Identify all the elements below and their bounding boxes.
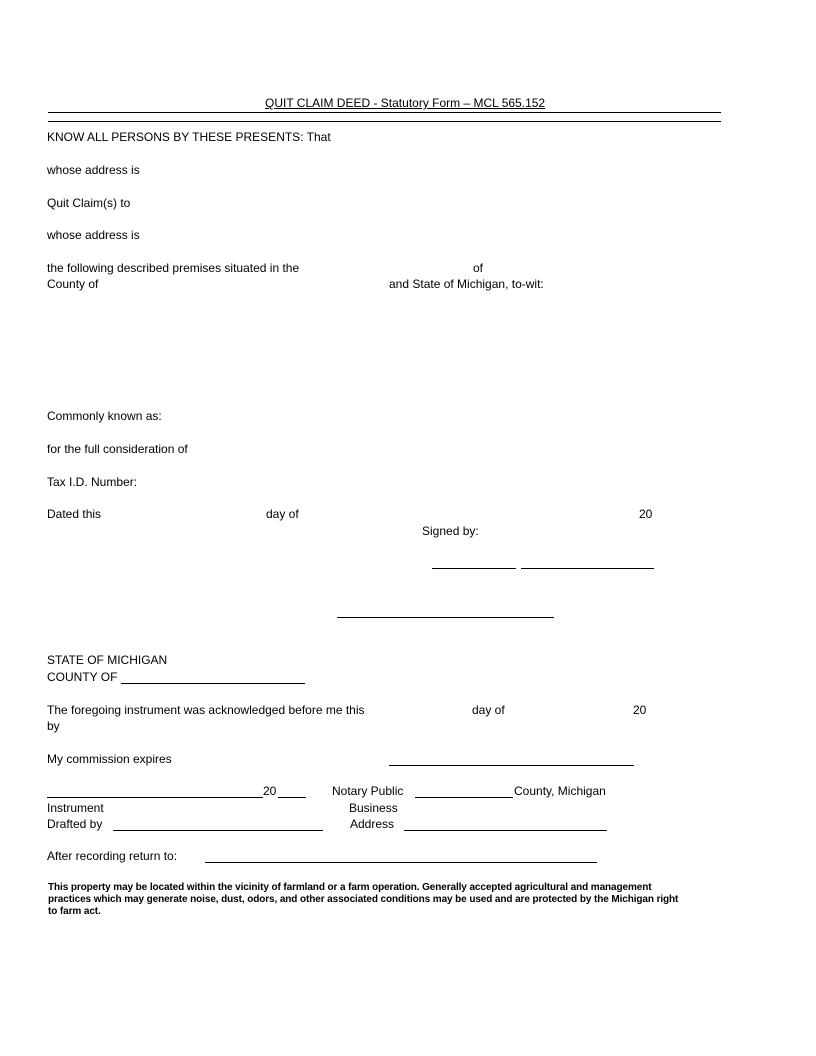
premises-county-label: County of <box>47 277 99 291</box>
dated-this-label: Dated this <box>47 507 102 521</box>
signature-line-1[interactable] <box>432 568 516 569</box>
premises-situated-label: the following described premises situated in the <box>47 261 300 275</box>
business-address-blank[interactable] <box>404 830 607 831</box>
title-rule-bottom <box>48 121 721 122</box>
notary-public-label: Notary Public <box>332 784 404 798</box>
foregoing-instrument-label: The foregoing instrument was acknowledged before me this <box>47 703 365 717</box>
notary-county-blank[interactable] <box>415 797 513 798</box>
drafted-by-label: Drafted by <box>47 817 103 831</box>
ack-year-prefix: 20 <box>633 703 647 717</box>
farmland-notice: This property may be located within the vicinity of farmland or a farm operation. Generally accepted agricultural and management practices which may generate noise, dust, odors, and other associated conditions may be used and are protected by the Michigan right to farm act. <box>48 882 679 917</box>
dated-day-of-label: day of <box>266 507 299 521</box>
state-of-michigan-label: STATE OF MICHIGAN <box>47 653 168 667</box>
signed-by-label: Signed by: <box>422 524 479 538</box>
dated-year-prefix: 20 <box>639 507 653 521</box>
drafted-by-blank[interactable] <box>113 830 323 831</box>
grantee-address-label: whose address is <box>47 228 140 242</box>
commission-date-blank[interactable] <box>47 797 263 798</box>
instrument-label: Instrument <box>47 801 104 815</box>
signature-line-3[interactable] <box>337 617 554 618</box>
commission-expires-label: My commission expires <box>47 752 172 766</box>
commission-year-prefix: 20 <box>263 784 277 798</box>
notary-signature-line[interactable] <box>389 765 634 766</box>
signature-line-2[interactable] <box>521 568 654 569</box>
know-all-persons-label: KNOW ALL PERSONS BY THESE PRESENTS: That <box>47 130 331 144</box>
quit-claim-to-label: Quit Claim(s) to <box>47 196 131 210</box>
after-recording-label: After recording return to: <box>47 849 178 863</box>
business-address-label: Address <box>350 817 395 831</box>
ack-by-label: by <box>47 719 60 733</box>
tax-id-label: Tax I.D. Number: <box>47 475 138 489</box>
business-label: Business <box>349 801 398 815</box>
ack-day-of-label: day of <box>472 703 505 717</box>
title-rule-top <box>48 112 721 113</box>
grantor-address-label: whose address is <box>47 163 140 177</box>
premises-of-label: of <box>473 261 484 275</box>
county-of-label: COUNTY OF <box>47 670 118 684</box>
commonly-known-as-label: Commonly known as: <box>47 409 162 423</box>
after-recording-blank[interactable] <box>205 862 597 863</box>
county-michigan-label: County, Michigan <box>514 784 606 798</box>
consideration-label: for the full consideration of <box>47 442 188 456</box>
county-of-blank[interactable] <box>121 683 305 684</box>
document-title: QUIT CLAIM DEED - Statutory Form – MCL 565.152 <box>265 96 546 110</box>
commission-year-blank[interactable] <box>278 797 306 798</box>
premises-state-label: and State of Michigan, to-wit: <box>389 277 544 291</box>
